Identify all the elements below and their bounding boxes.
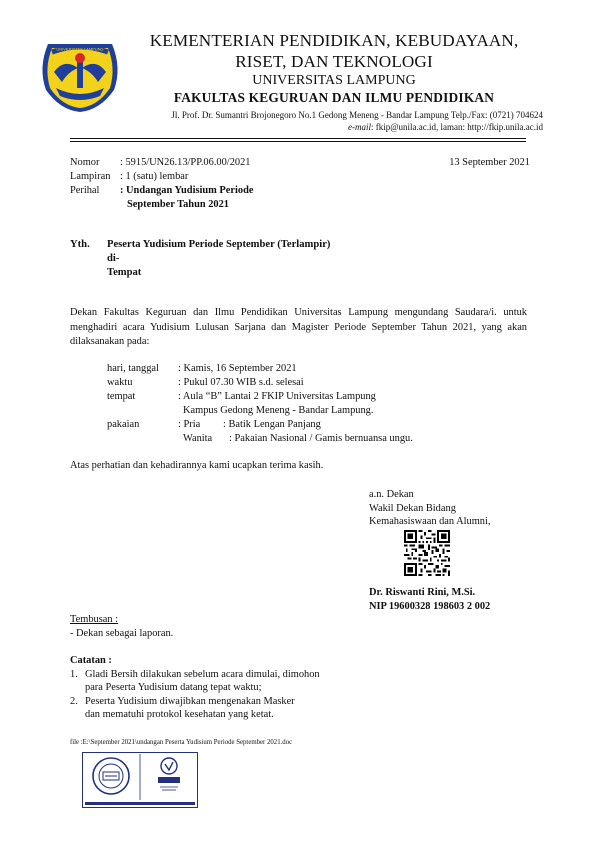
dress-wanita-label: Wanita <box>183 433 213 444</box>
lampiran-label: Lampiran <box>70 171 111 182</box>
signature-titles <box>369 488 491 529</box>
letter-meta <box>70 156 530 212</box>
address-block <box>171 109 543 133</box>
catatan-item-text-cont: dan mematuhi protokol kesehatan yang ketat. <box>85 709 274 720</box>
detail-time-label: waktu <box>107 377 133 388</box>
postal-address: Jl. Prof. Dr. Sumantri Brojonegoro No.1 Gedong Meneng - Bandar Lampung Telp./Fax: (0721) 704624 <box>171 110 543 120</box>
body-paragraph: Dekan Fakultas Keguruan dan Ilmu Pendidikan Universitas Lampung mengundang Saudara/i. untuk menghadiri acara Yudisium Lulusan Sarjana dan Magister Periode September Tahun 2021, yang akan dilaksanakan pada: <box>70 307 527 347</box>
catatan-item-text: Peserta Yudisium diwajibkan mengenakan Masker <box>85 695 295 707</box>
unila-emblem-icon <box>34 38 126 114</box>
detail-date-row <box>107 362 507 376</box>
faculty-name: FAKULTAS KEGURUAN DAN ILMU PENDIDIKAN <box>173 90 495 105</box>
ministry-line-2: RISET, DAN TEKNOLOGI <box>235 52 433 71</box>
letter-date: 13 September 2021 <box>449 157 530 168</box>
university-name: UNIVERSITAS LAMPUNG <box>252 73 416 88</box>
detail-place-row <box>107 390 507 404</box>
perihal-value-cont: September Tahun 2021 <box>127 199 230 210</box>
yth-label: Yth. <box>70 239 90 250</box>
catatan-item <box>70 695 400 722</box>
detail-dress-row-2 <box>107 432 507 446</box>
perihal-row <box>70 184 530 198</box>
header-rule-thin <box>70 141 526 142</box>
perihal-value: : Undangan Yudisium Periode <box>120 185 254 196</box>
detail-date-value: : Kamis, 16 September 2021 <box>178 363 297 374</box>
dress-pria-value: : Batik Lengan Panjang <box>223 419 321 430</box>
nomor-value: : 5915/UN26.13/PP.06.00/2021 <box>120 157 251 168</box>
lampiran-value: : 1 (satu) lembar <box>120 171 189 182</box>
catatan-item <box>70 668 400 695</box>
detail-dress-row <box>107 418 507 432</box>
detail-place-value-cont: Kampus Gedong Meneng - Bandar Lampung. <box>183 405 374 416</box>
catatan-item-text: Gladi Bersih dilakukan sebelum acara dimulai, dimohon <box>85 668 320 680</box>
perihal-row-2 <box>70 198 530 212</box>
detail-place-label: tempat <box>107 391 136 402</box>
email-label: e-mail <box>348 122 371 132</box>
catatan-label: Catatan : <box>70 655 112 666</box>
tembusan-block <box>70 613 173 640</box>
letterhead <box>0 0 595 140</box>
detail-time-row <box>107 376 507 390</box>
addressee-place: Tempat <box>107 267 142 278</box>
detail-date-label: hari, tanggal <box>107 363 159 374</box>
contact-details: : fkip@unila.ac.id, laman: http://fkip.unila.ac.id <box>371 122 543 132</box>
ministry-line-1: KEMENTERIAN PENDIDIKAN, KEBUDAYAAN, <box>149 31 519 50</box>
header-rule-thick <box>70 138 526 139</box>
tembusan-label: Tembusan : <box>70 614 119 625</box>
catatan-item-text-cont: para Peserta Yudisium datang tepat waktu; <box>85 682 262 693</box>
signer-block <box>369 586 490 613</box>
nomor-label: Nomor <box>70 157 100 168</box>
detail-time-value: : Pukul 07.30 WIB s.d. selesai <box>178 377 304 388</box>
detail-place-row-2 <box>107 404 507 418</box>
signer-nip: NIP 19600328 198603 2 002 <box>369 600 491 612</box>
signature-title-1: Wakil Dekan Bidang <box>369 502 456 514</box>
lampiran-row <box>70 170 530 184</box>
logo-text: UNIVERSITAS LAMPUNG <box>56 46 104 52</box>
addressee-name: Peserta Yudisium Periode September (Terlampir) <box>107 239 331 250</box>
detail-dress-label: pakaian <box>107 419 140 430</box>
dress-pria-label: : Pria <box>178 419 201 430</box>
certification-badges <box>82 752 198 808</box>
contact-line <box>171 121 543 133</box>
signature-an: a.n. Dekan <box>369 489 414 500</box>
addressee-di: di- <box>107 253 120 264</box>
catatan-item-number: 2. <box>70 695 78 707</box>
signature-title-2: Kemahasiswaan dan Alumni, <box>369 516 491 527</box>
tembusan-item: - Dekan sebagai laporan. <box>70 627 174 639</box>
qr-code-icon <box>404 530 450 576</box>
catatan-item-number: 1. <box>70 668 78 680</box>
addressee-block <box>70 238 330 280</box>
file-path: file :E:\September 2021\undangan Peserta Yudisium Periode September 2021.doc <box>70 739 293 746</box>
signer-name: Dr. Riswanti Rini, M.Si. <box>369 587 476 598</box>
institution-name-block <box>124 30 544 106</box>
dress-wanita-value: : Pakaian Nasional / Gamis bernuansa ungu. <box>229 433 413 444</box>
catatan-block <box>70 654 400 722</box>
closing-sentence: Atas perhatian dan kehadirannya kami ucapkan terima kasih. <box>70 460 324 471</box>
perihal-label: Perihal <box>70 185 100 196</box>
event-details <box>107 362 507 446</box>
detail-place-value: : Aula “B” Lantai 2 FKIP Universitas Lampung <box>178 391 376 402</box>
